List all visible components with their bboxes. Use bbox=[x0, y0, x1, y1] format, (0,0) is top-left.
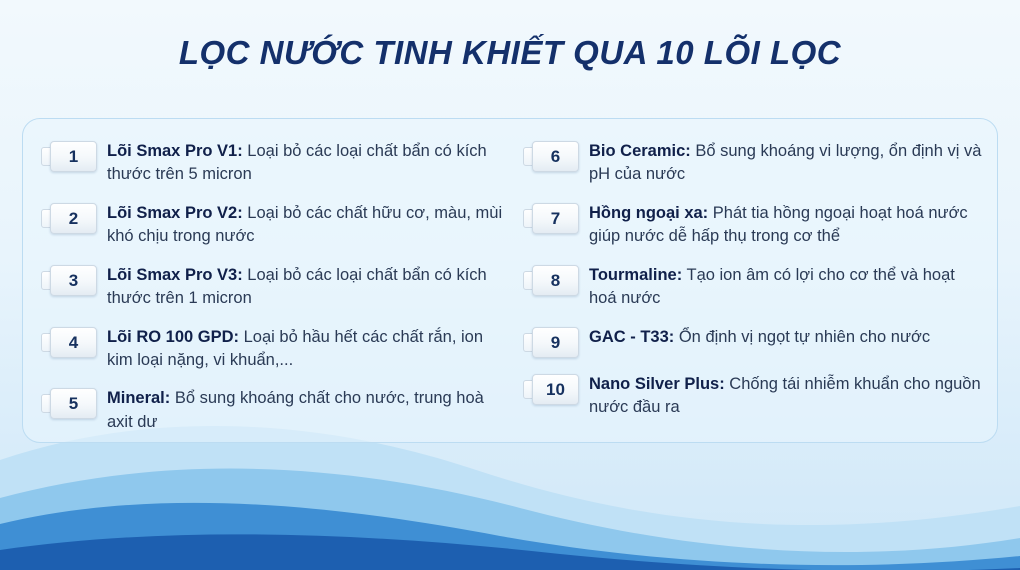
stage-number: 3 bbox=[68, 270, 79, 290]
filter-cartridge-icon bbox=[523, 327, 579, 358]
filter-cartridge-icon bbox=[41, 388, 97, 419]
stage-lead: Lõi Smax Pro V2: bbox=[107, 203, 243, 222]
stage-text bbox=[589, 263, 983, 311]
right-column bbox=[523, 139, 983, 433]
stage-number: 9 bbox=[550, 332, 561, 352]
filter-cartridge-icon bbox=[523, 141, 579, 172]
list-item bbox=[41, 201, 511, 249]
stage-desc: Bổ sung khoáng vi lượng, ổn định vị và pH của nước bbox=[589, 142, 982, 184]
stage-lead: Lõi RO 100 GPD: bbox=[107, 327, 240, 346]
stage-number: 4 bbox=[68, 332, 79, 352]
list-item bbox=[41, 325, 511, 373]
stage-lead: Lõi Smax Pro V3: bbox=[107, 265, 243, 284]
list-item bbox=[523, 139, 983, 187]
filter-cartridge-icon bbox=[523, 374, 579, 405]
stage-lead: Lõi Smax Pro V1: bbox=[107, 142, 243, 160]
filter-cartridge-icon bbox=[41, 327, 97, 358]
filter-cartridge-icon bbox=[41, 265, 97, 296]
filter-cartridge-icon bbox=[523, 203, 579, 234]
stage-lead: Nano Silver Plus: bbox=[589, 374, 725, 393]
stage-text bbox=[589, 139, 983, 187]
stage-text bbox=[589, 372, 983, 420]
stage-lead: Bio Ceramic: bbox=[589, 142, 691, 160]
stage-desc: Tạo ion âm có lợi cho cơ thể và hoạt hoá nước bbox=[589, 265, 955, 308]
stage-text bbox=[107, 201, 511, 249]
filter-stage-panel bbox=[22, 118, 998, 443]
stage-desc: Loại bỏ hầu hết các chất rắn, ion kim loại nặng, vi khuẩn,... bbox=[107, 327, 484, 369]
stage-lead: GAC - T33: bbox=[589, 327, 675, 346]
stage-number: 10 bbox=[546, 379, 565, 399]
filter-cartridge-icon bbox=[41, 141, 97, 172]
stage-desc: Ổn định vị ngọt tự nhiên cho nước bbox=[674, 327, 931, 346]
stage-desc: Phát tia hồng ngoại hoạt hoá nước giúp nước dễ hấp thụ trong cơ thể bbox=[589, 203, 968, 246]
stage-desc: Loại bỏ các loại chất bẩn có kích thước trên 1 micron bbox=[107, 265, 487, 308]
stage-desc: Loại bỏ các loại chất bẩn có kích thước trên 5 micron bbox=[107, 142, 487, 184]
filter-cartridge-icon bbox=[41, 203, 97, 234]
list-item bbox=[523, 201, 983, 249]
list-item bbox=[41, 263, 511, 311]
stage-desc: Bổ sung khoáng chất cho nước, trung hoà axit dư bbox=[107, 389, 484, 431]
left-column bbox=[41, 139, 511, 448]
stage-text bbox=[589, 325, 983, 349]
stage-lead: Mineral: bbox=[107, 389, 171, 408]
list-item bbox=[523, 325, 983, 358]
list-item bbox=[41, 139, 511, 187]
list-item bbox=[523, 372, 983, 420]
stage-number: 5 bbox=[68, 394, 79, 414]
stage-number: 8 bbox=[550, 270, 561, 290]
stage-number: 6 bbox=[550, 147, 561, 166]
page-title: LỌC NƯỚC TINH KHIẾT QUA 10 LÕI LỌC bbox=[178, 34, 842, 71]
stage-text bbox=[107, 325, 511, 373]
stage-text bbox=[589, 201, 983, 249]
stage-lead: Hồng ngoại xa: bbox=[589, 203, 709, 222]
list-item bbox=[41, 386, 511, 434]
stage-lead: Tourmaline: bbox=[589, 265, 683, 284]
stage-text bbox=[107, 139, 511, 187]
stage-desc: Chống tái nhiễm khuẩn cho nguồn nước đầu ra bbox=[589, 374, 981, 416]
stage-desc: Loại bỏ các chất hữu cơ, màu, mùi khó chịu trong nước bbox=[107, 203, 503, 246]
list-item bbox=[523, 263, 983, 311]
stage-text bbox=[107, 386, 511, 434]
stage-number: 2 bbox=[68, 208, 79, 228]
filter-cartridge-icon bbox=[523, 265, 579, 296]
stage-text bbox=[107, 263, 511, 311]
stage-number: 7 bbox=[550, 208, 561, 228]
stage-number: 1 bbox=[68, 147, 79, 166]
